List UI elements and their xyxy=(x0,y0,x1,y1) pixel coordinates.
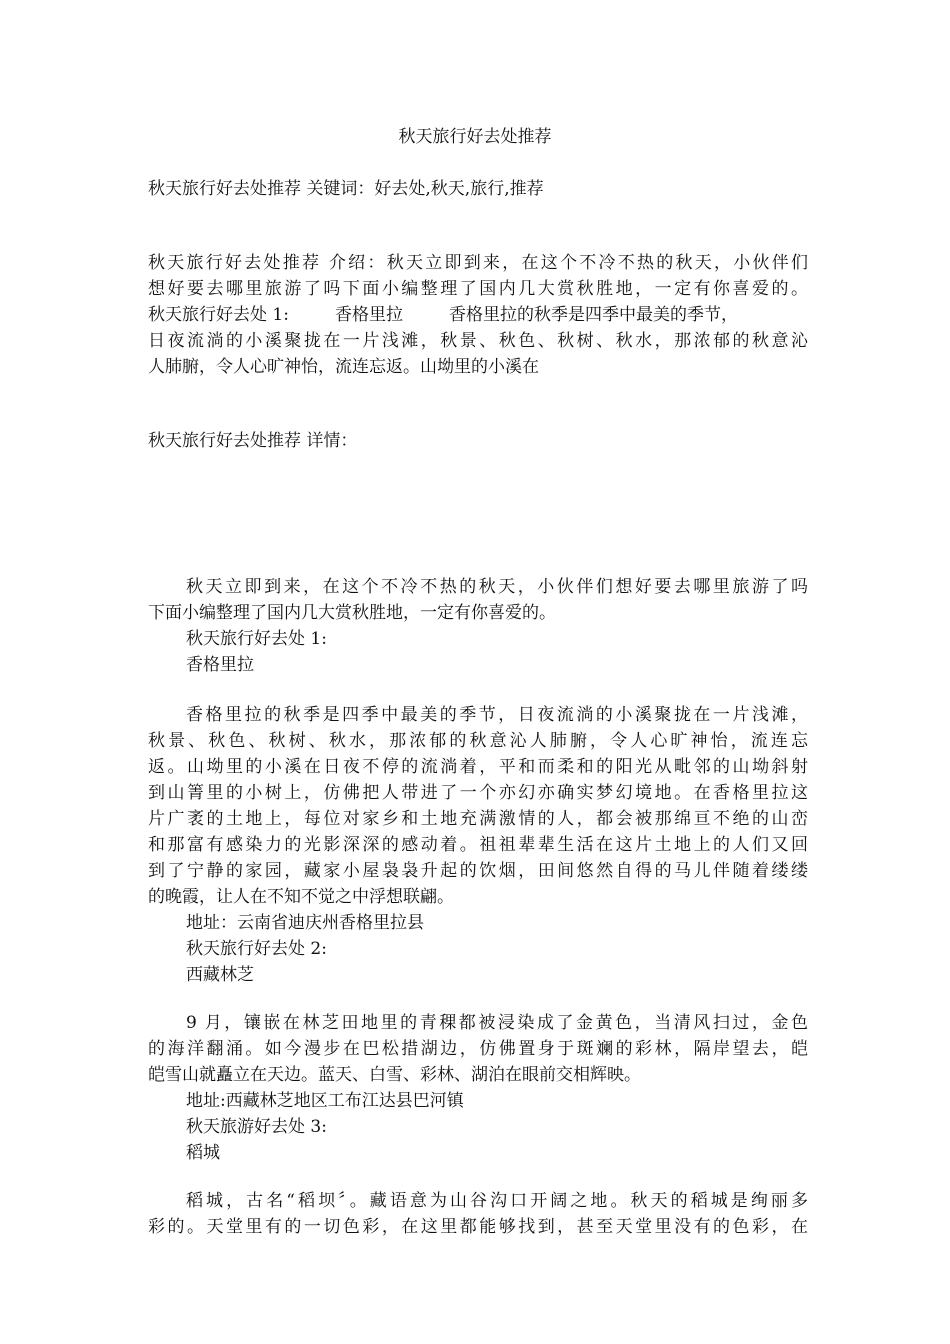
place3-desc-line: 彩的。天堂里有的一切色彩，在这里都能够找到，甚至天堂里没有的色彩，在 xyxy=(148,1217,808,1237)
intro-line: 日夜流淌的小溪聚拢在一片浅滩，秋景、秋色、秋树、秋水，那浓郁的秋意沁 xyxy=(148,331,808,351)
place2-heading: 秋天旅行好去处 2: xyxy=(186,939,327,959)
place1-desc-line: 秋景、秋色、秋树、秋水，那浓郁的秋意沁人肺腑，令人心旷神怡，流连忘 xyxy=(148,731,808,751)
place2-name: 西藏林芝 xyxy=(186,965,254,985)
place1-desc-line: 香格里拉的秋季是四季中最美的季节，日夜流淌的小溪聚拢在一片浅滩， xyxy=(186,705,808,725)
place1-desc-line: 到了宁静的家园，藏家小屋袅袅升起的饮烟，田间悠然自得的马儿伴随着缕缕 xyxy=(148,861,808,881)
intro-place-desc: 香格里拉的秋季是四季中最美的季节， xyxy=(448,305,738,325)
document-title: 秋天旅行好去处推荐 xyxy=(398,127,552,147)
place1-heading: 秋天旅行好去处 1: xyxy=(186,629,327,649)
place3-name: 稻城 xyxy=(186,1143,220,1163)
place1-desc-line: 到山箐里的小树上，仿佛把人带进了一个亦幻亦确实梦幻境地。在香格里拉这 xyxy=(148,783,808,803)
keywords-line: 秋天旅行好去处推荐 关键词：好去处,秋天,旅行,推荐 xyxy=(148,179,544,199)
intro-line: 人肺腑，令人心旷神怡，流连忘返。山坳里的小溪在 xyxy=(148,357,539,377)
intro-place-heading: 秋天旅行好去处 1: xyxy=(148,305,289,325)
details-heading: 秋天旅行好去处推荐 详情： xyxy=(148,431,358,451)
place3-desc-line: 稻城，古名“稻坝〞。藏语意为山谷沟口开阔之地。秋天的稻城是绚丽多 xyxy=(186,1191,808,1211)
place2-address: 地址:西藏林芝地区工布江达县巴河镇 xyxy=(186,1091,464,1111)
intro-line: 想好要去哪里旅游了吗下面小编整理了国内几大赏秋胜地，一定有你喜爱的。 xyxy=(148,279,808,299)
place3-heading: 秋天旅游好去处 3: xyxy=(186,1117,327,1137)
place1-desc-line: 片广袤的土地上，每位对家乡和土地充满激情的人，都会被那绵亘不绝的山峦 xyxy=(148,809,808,829)
place2-desc-line: 皑雪山就矗立在天边。蓝天、白雪、彩林、湖泊在眼前交相辉映。 xyxy=(148,1065,641,1085)
place2-desc-line: 9 月，镶嵌在林芝田地里的青稞都被浸染成了金黄色，当清风扫过，金色 xyxy=(186,1013,808,1033)
body-paragraph-line: 秋天立即到来，在这个不冷不热的秋天，小伙伴们想好要去哪里旅游了吗 xyxy=(186,577,808,597)
place1-name: 香格里拉 xyxy=(186,655,254,675)
place1-desc-line: 的晚霞，让人在不知不觉之中浮想联翩。 xyxy=(148,887,454,907)
intro-line xyxy=(148,302,808,328)
place1-desc-line: 和那富有感染力的光影深深的感动着。祖祖辈辈生活在这片土地上的人们又回 xyxy=(148,835,808,855)
intro-place-name: 香格里拉 xyxy=(334,305,403,325)
place1-address: 地址：云南省迪庆州香格里拉县 xyxy=(186,913,424,933)
place1-desc-line: 返。山坳里的小溪在日夜不停的流淌着，平和而柔和的阳光从毗邻的山坳斜射 xyxy=(148,757,808,777)
body-paragraph-line: 下面小编整理了国内几大赏秋胜地，一定有你喜爱的。 xyxy=(148,603,556,623)
place2-desc-line: 的海洋翻涌。如今漫步在巴松措湖边，仿佛置身于斑斓的彩林，隔岸望去，皑 xyxy=(148,1039,808,1059)
intro-line: 秋天旅行好去处推荐 介绍：秋天立即到来，在这个不冷不热的秋天，小伙伴们 xyxy=(148,253,808,273)
